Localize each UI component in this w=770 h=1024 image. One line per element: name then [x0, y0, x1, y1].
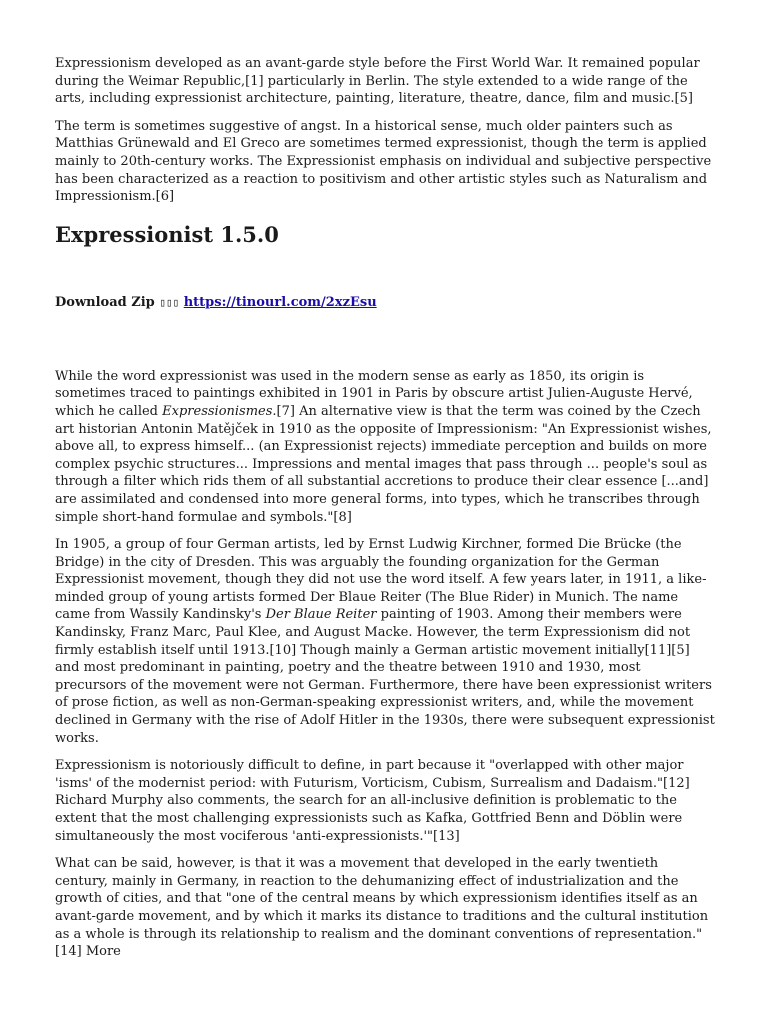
document-page: [55, 55, 715, 971]
paragraph-movement: What can be said, however, is that it was a movement that developed in the early twentieth century, mainly in Germany, in reaction to the dehumanizing effect of industrialization and the growth of cities, and that "one of the central means by which expressionism identifies itself as an avant-garde movement, and by which it marks its distance to traditions and the cultural institution as a whole is through its relationship to realism and the dominant conventions of representation."[14] More: [55, 856, 709, 960]
paragraph-intro: Expressionism developed as an avant-garde style before the First World War. It remained popular during the Weimar Republic,[1] particularly in Berlin. The style extended to a wide range of the arts, including expressionist architecture, painting, literature, theatre, dance, film and music.[5]: [55, 56, 700, 107]
download-line: [55, 294, 715, 312]
italic-painting-title: Der Blaue Reiter: [265, 607, 377, 623]
page-heading: Expressionist 1.5.0: [55, 221, 279, 247]
download-label: Download Zip: [55, 294, 155, 310]
italic-term: Expressionismes: [162, 403, 273, 419]
paragraph-origin: While the word expressionist was used in the modern sense as early as 1850, its origin is sometimes traced to paintings exhibited in 1901 in Paris by obscure artist Julien-Auguste Hervé, which he called Expressionismes.[7] An alternative view is that the term was coined by the Czech art historian Antonin Matějček in 1910 as the opposite of Impressionism: "An Expressionist wishes, above all, to express himself... (an Expressionist rejects) immediate perception and builds on more complex psychic structures... Impressions and mental images that pass through ... people's soul as through a filter which rids them of all substantial accretions to produce their clear essence [...and] are assimilated and condensed into more general forms, into types, which he transcribes through simple short-hand formulae and symbols."[8]: [55, 368, 712, 525]
paragraph-die-brucke: In 1905, a group of four German artists, led by Ernst Ludwig Kirchner, formed Die Brücke (the Bridge) in the city of Dresden. This was arguably the founding organization for the German Expressionist movement, though they did not use the word itself. A few years later, in 1911, a like-minded group of young artists formed Der Blaue Reiter (The Blue Rider) in Munich. The name came from Wassily Kandinsky's Der Blaue Reiter painting of 1903. Among their members were Kandinsky, Franz Marc, Paul Klee, and August Macke. However, the term Expressionism did not firmly establish itself until 1913.[10] Though mainly a German artistic movement initially[11][5] and most predominant in painting, poetry and the theatre between 1910 and 1930, most precursors of the movement were not German. Furthermore, there have been expressionist writers of prose fiction, as well as non-German-speaking expressionist writers, and, while the movement declined in Germany with the rise of Adolf Hitler in the 1930s, there were subsequent expressionist works.: [55, 537, 715, 746]
paragraph-angst: The term is sometimes suggestive of angst. In a historical sense, much older painters such as Matthias Grünewald and El Greco are sometimes termed expressionist, though the term is applied mainly to 20th-century works. The Expressionist emphasis on individual and subjective perspective has been characterized as a reaction to positivism and other artistic styles such as Naturalism and Impressionism.[6]: [55, 118, 712, 205]
download-link[interactable]: https://tinourl.com/2xzEsu: [183, 294, 377, 310]
blank-spacer: [55, 312, 715, 368]
missing-glyph-icons: ▯▯▯: [159, 295, 180, 309]
paragraph-definition: Expressionism is notoriously difficult to define, in part because it "overlapped with other major 'isms' of the modernist period: with Futurism, Vorticism, Cubism, Surrealism and Dadaism."[12] Richard Murphy also comments, the search for an all-inclusive definition is problematic to the extent that the most challenging expressionists such as Kafka, Gottfried Benn and Döblin were simultaneously the most vociferous 'anti-expressionists.'"[13]: [55, 758, 690, 844]
